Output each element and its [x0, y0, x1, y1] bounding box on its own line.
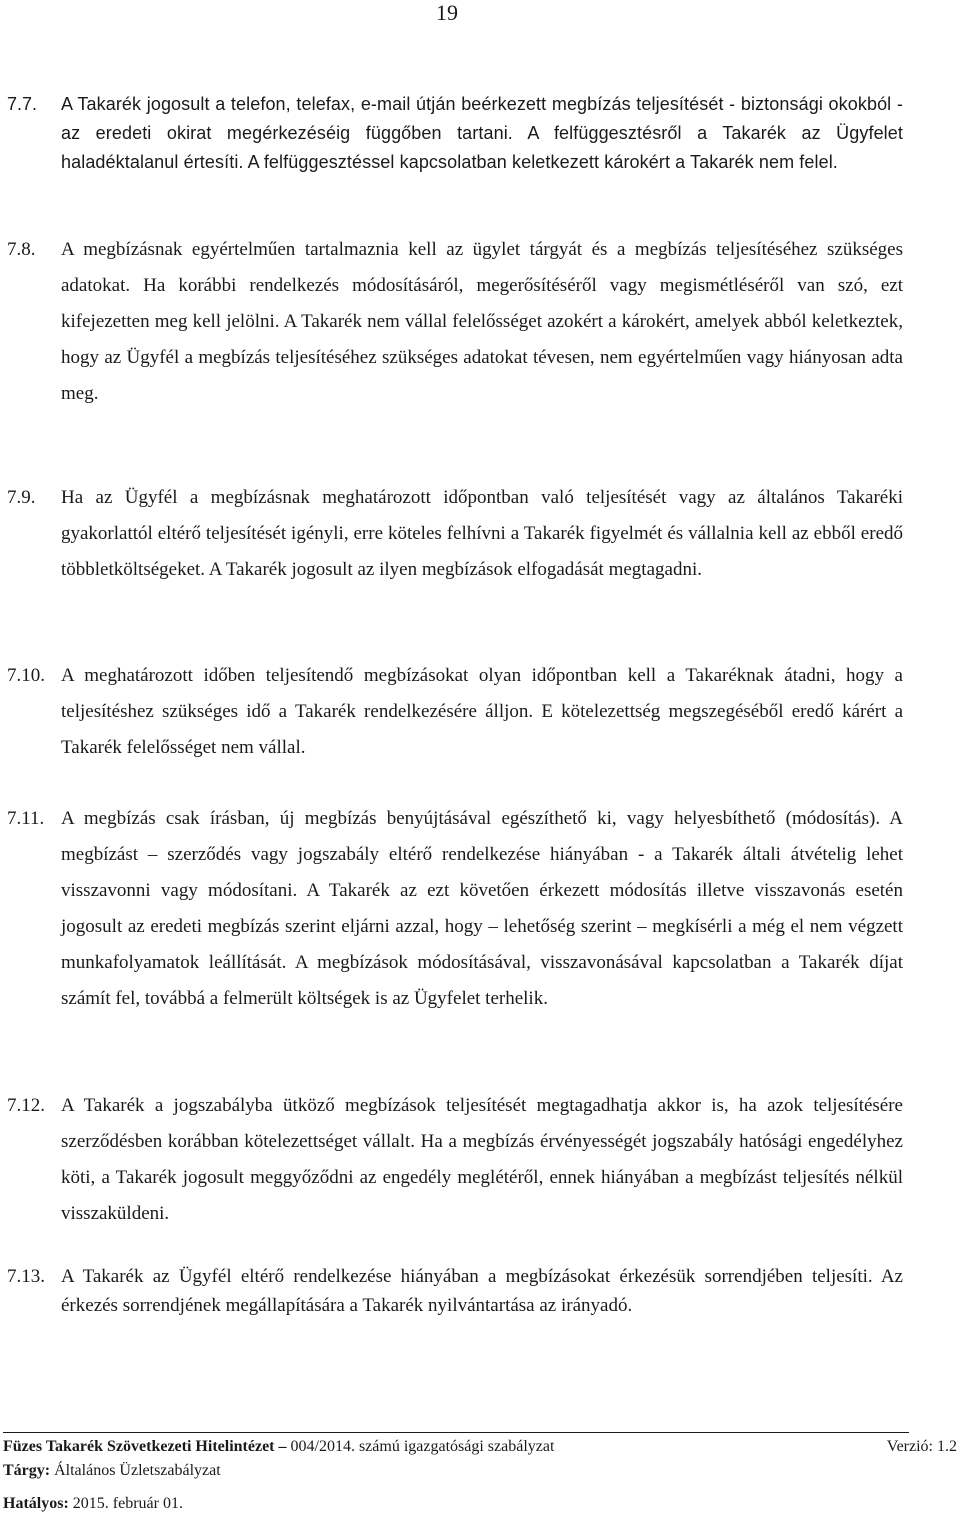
footer-effective — [3, 1494, 183, 1514]
footer-dash: – — [274, 1438, 291, 1455]
section-text: A megbízásnak egyértelműen tartalmaznia kell az ügylet tárgyát és a megbízás teljesítéséhez szükséges adatokat. Ha korábbi rendelkezés módosításáról, megerősítéséről vagy megismétléséről van szó, ezt kifejezetten meg kell jelölni. A Takarék nem vállal felelősséget azokért a károkért, amelyek abból keletkeztek, hogy az Ügyfél a megbízás teljesítéséhez szükséges adatokat tévesen, nem egyértelműen vagy hiányosan adta meg. — [61, 239, 903, 404]
section-text: A Takarék jogosult a telefon, telefax, e-mail útján beérkezett megbízás teljesítését - biztonsági okokból - az eredeti okirat megérkezéséig függőben tartani. A felfüggesztésről a Takarék az Ügyfelet haladéktalanul értesíti. A felfüggesztéssel kapcsolatban keletkezett károkért a Takarék nem felel. — [61, 94, 903, 172]
footer-subject-value: Általános Üzletszabályzat — [50, 1462, 221, 1479]
footer-divider — [3, 1432, 909, 1433]
section-number: 7.7. — [7, 94, 38, 114]
section-number: 7.8. — [7, 239, 36, 260]
section-number: 7.13. — [7, 1266, 45, 1287]
footer-subject-label: Tárgy: — [3, 1462, 51, 1479]
section-number: 7.12. — [7, 1095, 45, 1116]
footer-effective-value: 2015. február 01. — [68, 1495, 183, 1512]
section-text: A Takarék az Ügyfél eltérő rendelkezése hiányában a megbízásokat érkezésük sorrendjében teljesíti. Az érkezés sorrendjének megállapítására a Takarék nyilvántartása az irányadó. — [61, 1266, 903, 1316]
page-number: 19 — [436, 0, 458, 25]
section-text: Ha az Ügyfél a megbízásnak meghatározott időpontban való teljesítését vagy az általános Takaréki gyakorlattól eltérő teljesítését igényli, erre köteles felhívni a Takarék figyelmét és vállalnia kell az ebből eredő többletköltségeket. A Takarék jogosult az ilyen megbízások elfogadását megtagadni. — [61, 487, 903, 580]
section-number: 7.9. — [7, 487, 36, 508]
footer-effective-label: Hatályos: — [3, 1495, 69, 1512]
footer-institution: Füzes Takarék Szövetkezeti Hitelintézet — [3, 1438, 275, 1455]
footer-subject — [3, 1461, 221, 1481]
footer-regulation-rest: számú igazgatósági szabályzat — [354, 1438, 555, 1455]
footer-version: Verzió: 1.2 — [886, 1438, 957, 1455]
section-text: A meghatározott időben teljesítendő megbízásokat olyan időpontban kell a Takaréknak átadni, hogy a teljesítéshez szükséges idő a Takarék rendelkezésére álljon. E kötelezettség megszegéséből eredő kárért a Takarék felelősséget nem vállal. — [61, 665, 903, 758]
section-number: 7.11. — [7, 808, 45, 829]
footer-regulation — [3, 1437, 554, 1457]
section-text: A megbízás csak írásban, új megbízás benyújtásával egészíthető ki, vagy helyesbíthető (módosítás). A megbízást – szerződés vagy jogszabály eltérő rendelkezése hiányában - a Takarék általi átvételig lehet visszavonni vagy módosítani. A Takarék az ezt követően érkezett módosítás illetve visszavonás esetén jogosult az eredeti megbízás szerint eljárni azzal, hogy – lehetőség szerint – megkísérli a még el nem végzett munkafolyamatok leállítását. A megbízások módosításával, visszavonásával kapcsolatban a Takarék díjat számít fel, továbbá a felmerült költségek is az Ügyfelet terhelik. — [61, 808, 903, 1009]
section-number: 7.10. — [7, 665, 45, 686]
section-text: A Takarék a jogszabályba ütköző megbízások teljesítését megtagadhatja akkor is, ha azok teljesítésére szerződésben korábban kötelezettséget vállalt. Ha a megbízás érvényességét jogszabály hatósági engedélyhez köti, a Takarék jogosult meggyőződni az engedély meglétéről, ennek hiányában a megbízást teljesítés nélkül visszaküldeni. — [61, 1095, 903, 1224]
footer-regulation-number: 004/2014. — [290, 1438, 355, 1455]
